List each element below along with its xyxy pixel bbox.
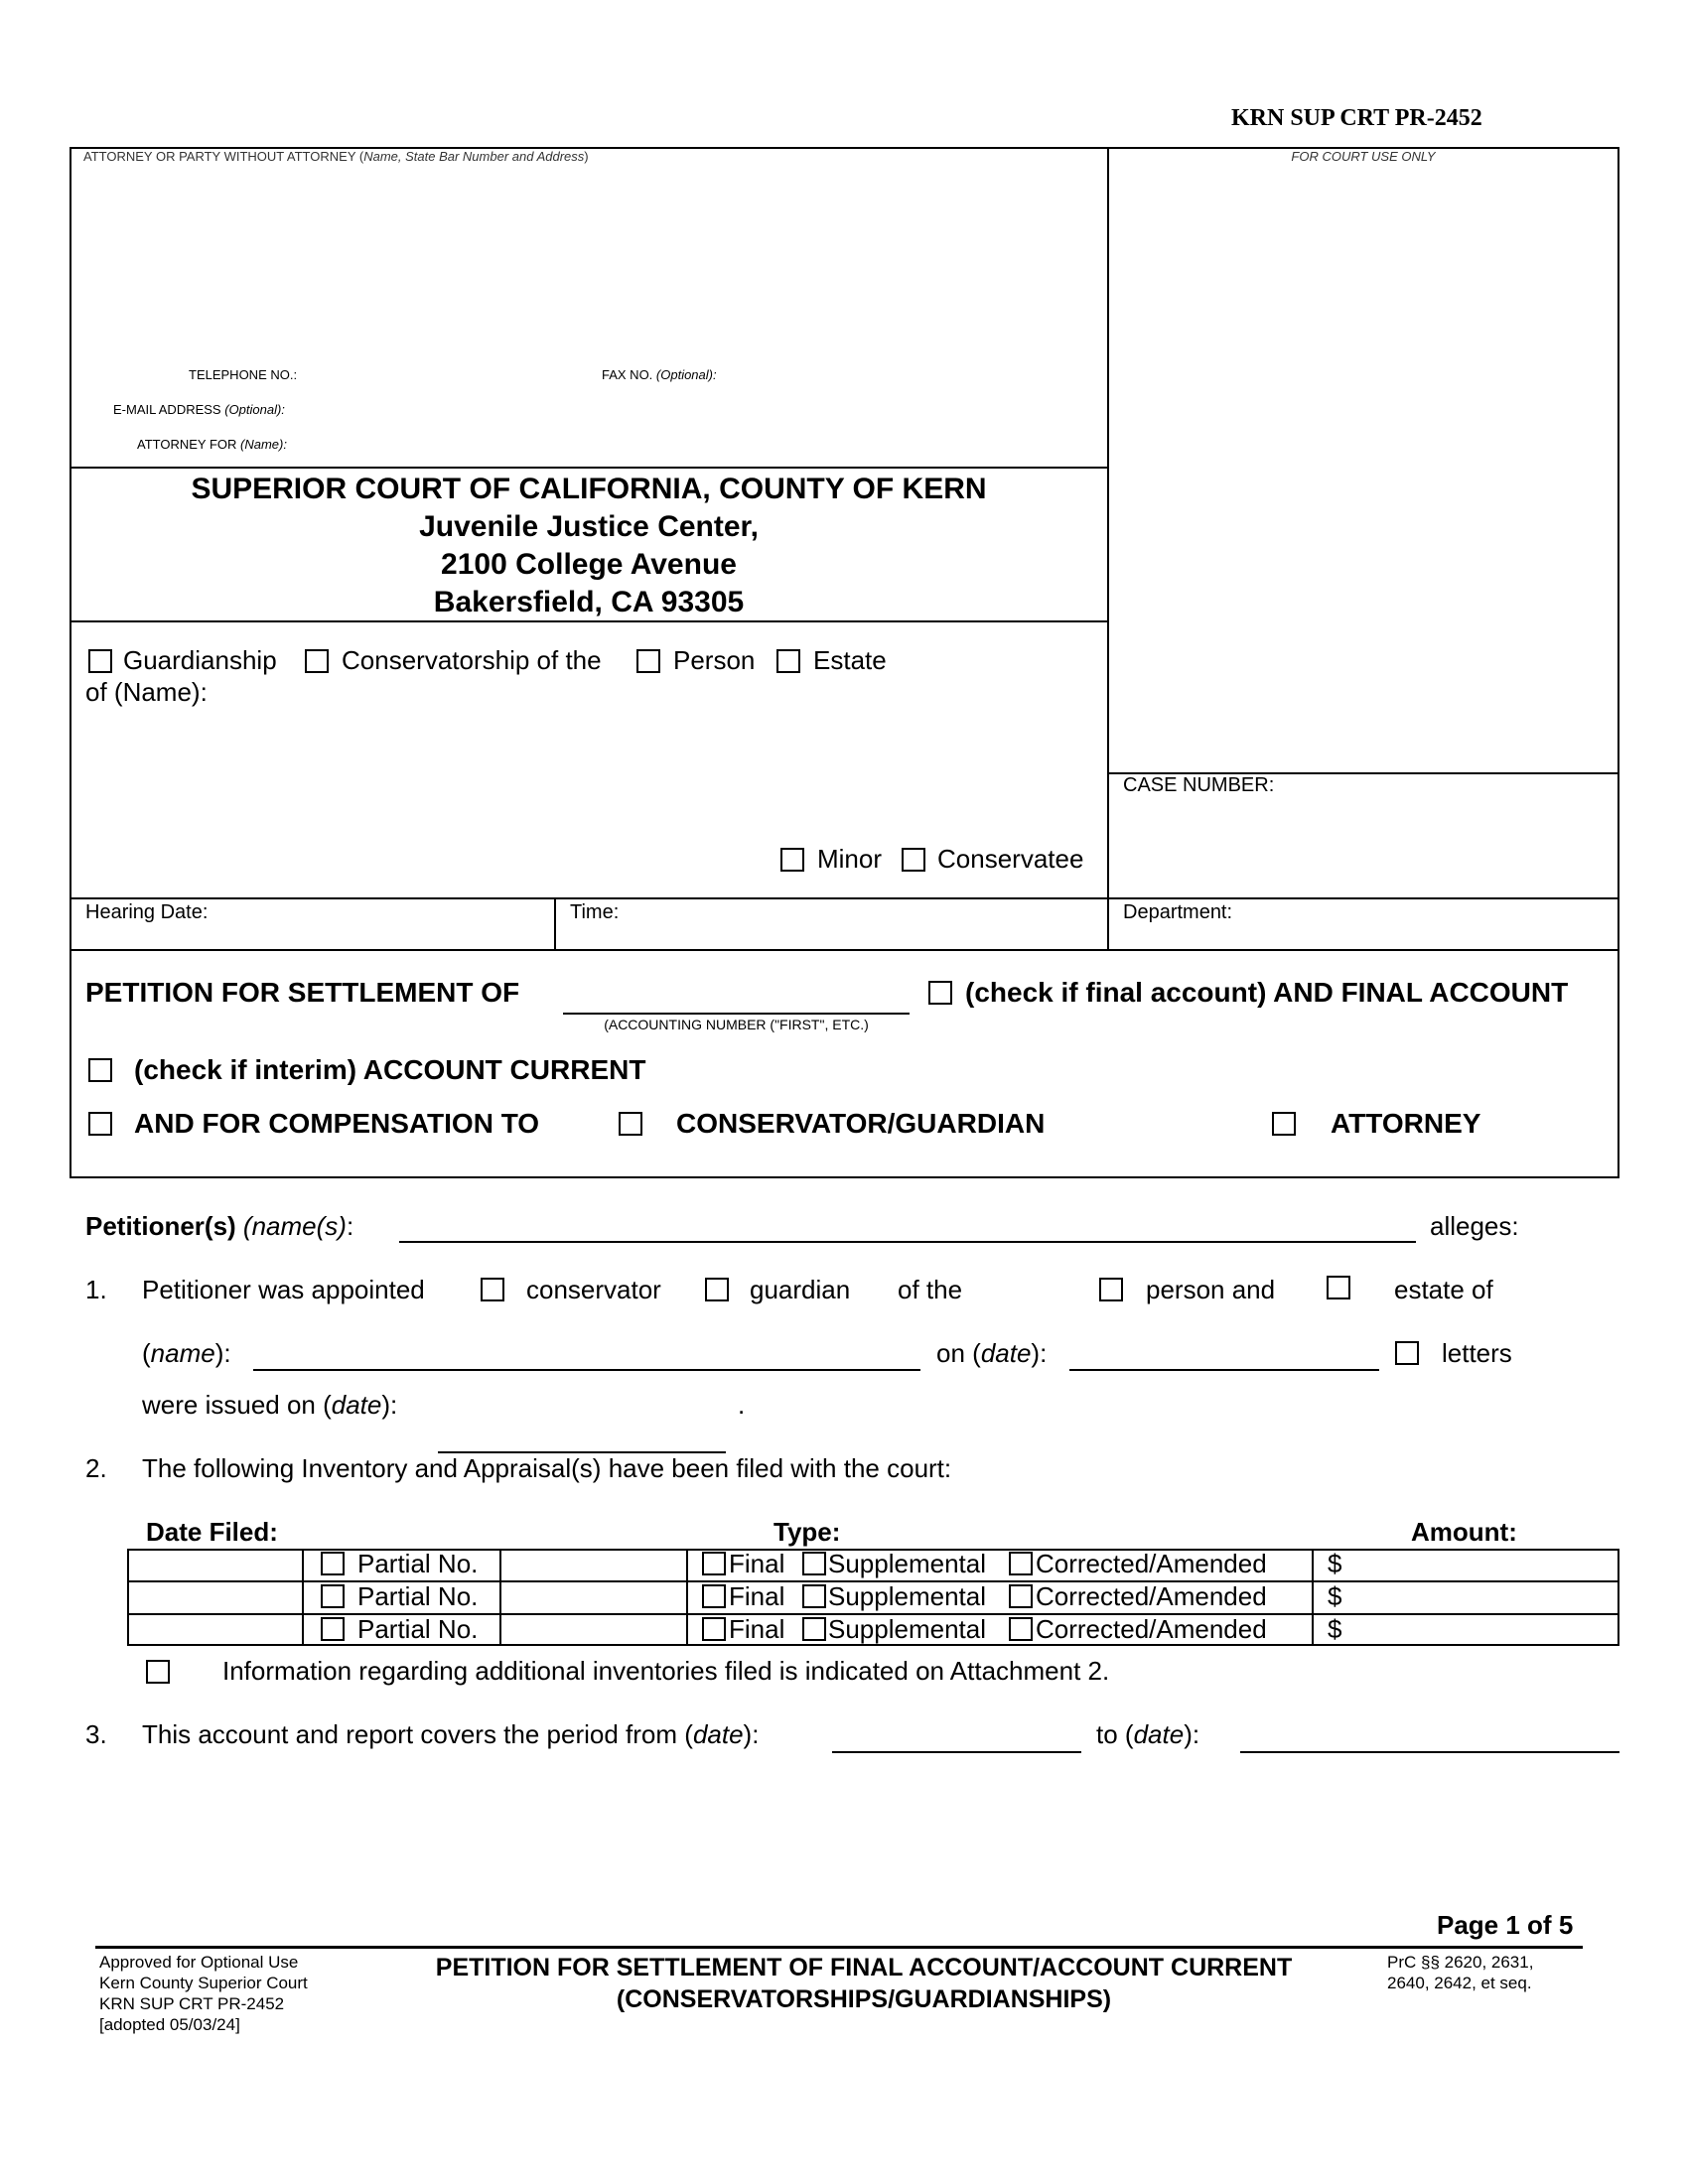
court-line-2: Juvenile Justice Center, [419,510,759,543]
row2-final-label: Final [729,1581,785,1611]
court-line-3: 2100 College Avenue [441,548,737,581]
case-number-label: CASE NUMBER: [1123,774,1275,796]
row3-final-checkbox[interactable] [702,1617,726,1641]
hearing-divider-2 [1107,897,1109,950]
footer-title-line-2: (CONSERVATORSHIPS/GUARDIANSHIPS) [616,1985,1112,2013]
item2-number: 2. [85,1453,107,1483]
approved-line-2: Kern County Superior Court [99,1974,308,1992]
department-label: Department: [1123,901,1233,923]
row3-partial-checkbox[interactable] [321,1617,345,1641]
item3-text: This account and report covers the period from (date): [142,1719,760,1749]
court-line-4: Bakersfield, CA 93305 [433,586,745,618]
row3-supplemental-label: Supplemental [828,1614,986,1644]
issued-label: were issued on (date): [142,1390,398,1420]
person-label: Person [673,645,756,675]
row2-supplemental-label: Supplemental [828,1581,986,1611]
interim-label: (check if interim) ACCOUNT CURRENT [134,1054,646,1085]
name-label: (name): [142,1338,231,1368]
fax-label: FAX NO. (Optional): [602,367,717,382]
item1-text: Petitioner was appointed [142,1275,425,1304]
estate-label: Estate [813,645,887,675]
item3-number: 3. [85,1719,107,1749]
row1-partial-label: Partial No. [357,1549,479,1578]
email-label: E-MAIL ADDRESS (Optional): [113,402,285,417]
alleges-label: alleges: [1430,1211,1519,1241]
estate-of-label: estate of [1394,1275,1493,1304]
appointee-name-line[interactable] [253,1369,920,1371]
row2-supplemental-checkbox[interactable] [802,1584,826,1608]
attachment-label: Information regarding additional inventories filed is indicated on Attachment 2. [222,1656,1110,1686]
attorney-label: ATTORNEY OR PARTY WITHOUT ATTORNEY (Name, State Bar Number and Address) [83,149,589,164]
petitioner-line: Petitioner(s) (name(s): [85,1211,354,1241]
footer-title-line-1: PETITION FOR SETTLEMENT OF FINAL ACCOUNT/ACCOUNT CURRENT [435,1954,1293,1981]
guardianship-label: Guardianship [123,645,277,675]
conservator-checkbox[interactable] [481,1278,504,1301]
attorney-bottom-line [70,467,1108,469]
row3-final-label: Final [729,1614,785,1644]
attorney-for-label: ATTORNEY FOR (Name): [137,437,287,452]
period-from-line[interactable] [832,1751,1081,1753]
row3-corrected-label: Corrected/Amended [1036,1614,1267,1644]
approved-line-1: Approved for Optional Use [99,1953,299,1972]
conservatee-label: Conservatee [937,844,1084,874]
row2-partial-label: Partial No. [357,1581,479,1611]
approved-line-3: KRN SUP CRT PR-2452 [99,1994,285,2013]
guardianship-checkbox[interactable] [88,649,112,673]
row1-supplemental-label: Supplemental [828,1549,986,1578]
final-account-label: (check if final account) AND FINAL ACCOUNT [965,977,1569,1008]
row1-partial-checkbox[interactable] [321,1552,345,1575]
telephone-label: TELEPHONE NO.: [189,367,298,382]
page-number: Page 1 of 5 [1437,1910,1574,1940]
row1-corrected-label: Corrected/Amended [1036,1549,1267,1578]
code-line-1: PrC §§ 2620, 2631, [1387,1953,1534,1972]
row3-dollar: $ [1328,1614,1342,1644]
table-col-line-3 [686,1549,688,1646]
attorney-checkbox[interactable] [1272,1112,1296,1136]
row3-partial-label: Partial No. [357,1614,479,1644]
approved-block [99,1952,308,2035]
minor-label: Minor [817,844,883,874]
conservatee-checkbox[interactable] [902,848,925,872]
conservatorship-checkbox[interactable] [305,649,329,673]
estate-checkbox[interactable] [776,649,800,673]
conservator-guardian-label: CONSERVATOR/GUARDIAN [676,1108,1046,1139]
col-date-header: Date Filed: [146,1517,278,1547]
row2-dollar: $ [1328,1581,1342,1611]
attorney-label-title: ATTORNEY [1331,1108,1481,1139]
of-the-label: of the [898,1275,963,1304]
interim-checkbox[interactable] [88,1058,112,1082]
row3-corrected-checkbox[interactable] [1009,1617,1033,1641]
conservator-guardian-checkbox[interactable] [619,1112,642,1136]
period-to-line[interactable] [1240,1751,1619,1753]
row1-supplemental-checkbox[interactable] [802,1552,826,1575]
compensation-checkbox[interactable] [88,1112,112,1136]
row3-supplemental-checkbox[interactable] [802,1617,826,1641]
guardian-label: guardian [750,1275,851,1304]
table-col-line-2 [499,1549,501,1646]
footer-rule [95,1946,1583,1949]
minor-checkbox[interactable] [780,848,804,872]
accounting-number-line[interactable] [563,1013,910,1015]
footer-title [377,1952,1350,2015]
conservator-label: conservator [526,1275,661,1304]
conservatorship-label: Conservatorship of the [342,645,602,675]
item1-number: 1. [85,1275,107,1304]
row2-corrected-checkbox[interactable] [1009,1584,1033,1608]
appointment-date-line[interactable] [1069,1369,1379,1371]
row2-corrected-label: Corrected/Amended [1036,1581,1267,1611]
attachment-checkbox[interactable] [146,1660,170,1684]
hearing-date-label: Hearing Date: [85,901,209,923]
form-id: KRN SUP CRT PR-2452 [1231,105,1482,131]
letters-label: letters [1442,1338,1512,1368]
court-line-1: SUPERIOR COURT OF CALIFORNIA, COUNTY OF KERN [191,473,987,505]
hearing-bottom-line [70,949,1619,951]
on-date-label: on (date): [936,1338,1048,1368]
table-col-line-4 [1312,1549,1314,1646]
petition-for-label: PETITION FOR SETTLEMENT OF [85,977,520,1008]
row1-final-checkbox[interactable] [702,1552,726,1575]
hearing-divider-1 [554,897,556,950]
final-account-checkbox[interactable] [928,981,952,1005]
approved-line-4: [adopted 05/03/24] [99,2015,240,2034]
court-name [71,471,1106,621]
item2-text: The following Inventory and Appraisal(s) have been filed with the court: [142,1453,952,1483]
court-use-label: FOR COURT USE ONLY [1291,149,1436,164]
person-and-label: person and [1146,1275,1276,1304]
person-and-checkbox[interactable] [1099,1278,1123,1301]
col-amount-header: Amount: [1411,1517,1517,1547]
code-block [1387,1952,1533,1993]
person-checkbox[interactable] [636,649,660,673]
row1-corrected-checkbox[interactable] [1009,1552,1033,1575]
time-label: Time: [570,901,620,923]
of-name-label: of (Name): [85,677,208,707]
table-col-line-1 [302,1549,304,1646]
issued-period: . [738,1390,746,1420]
to-label: to (date): [1096,1719,1200,1749]
caption-divider [1107,147,1109,951]
letters-checkbox[interactable] [1395,1341,1419,1365]
hearing-top-line [70,897,1619,899]
accounting-number-caption: (ACCOUNTING NUMBER ("FIRST", ETC.) [604,1017,869,1032]
row1-final-label: Final [729,1549,785,1578]
estate-of-checkbox[interactable] [1327,1276,1350,1299]
col-type-header: Type: [774,1517,841,1547]
code-line-2: 2640, 2642, et seq. [1387,1974,1532,1992]
petitioner-name-line[interactable] [399,1241,1416,1243]
compensation-label: AND FOR COMPENSATION TO [134,1108,540,1139]
row1-dollar: $ [1328,1549,1342,1578]
guardian-checkbox[interactable] [705,1278,729,1301]
row2-final-checkbox[interactable] [702,1584,726,1608]
row2-partial-checkbox[interactable] [321,1584,345,1608]
